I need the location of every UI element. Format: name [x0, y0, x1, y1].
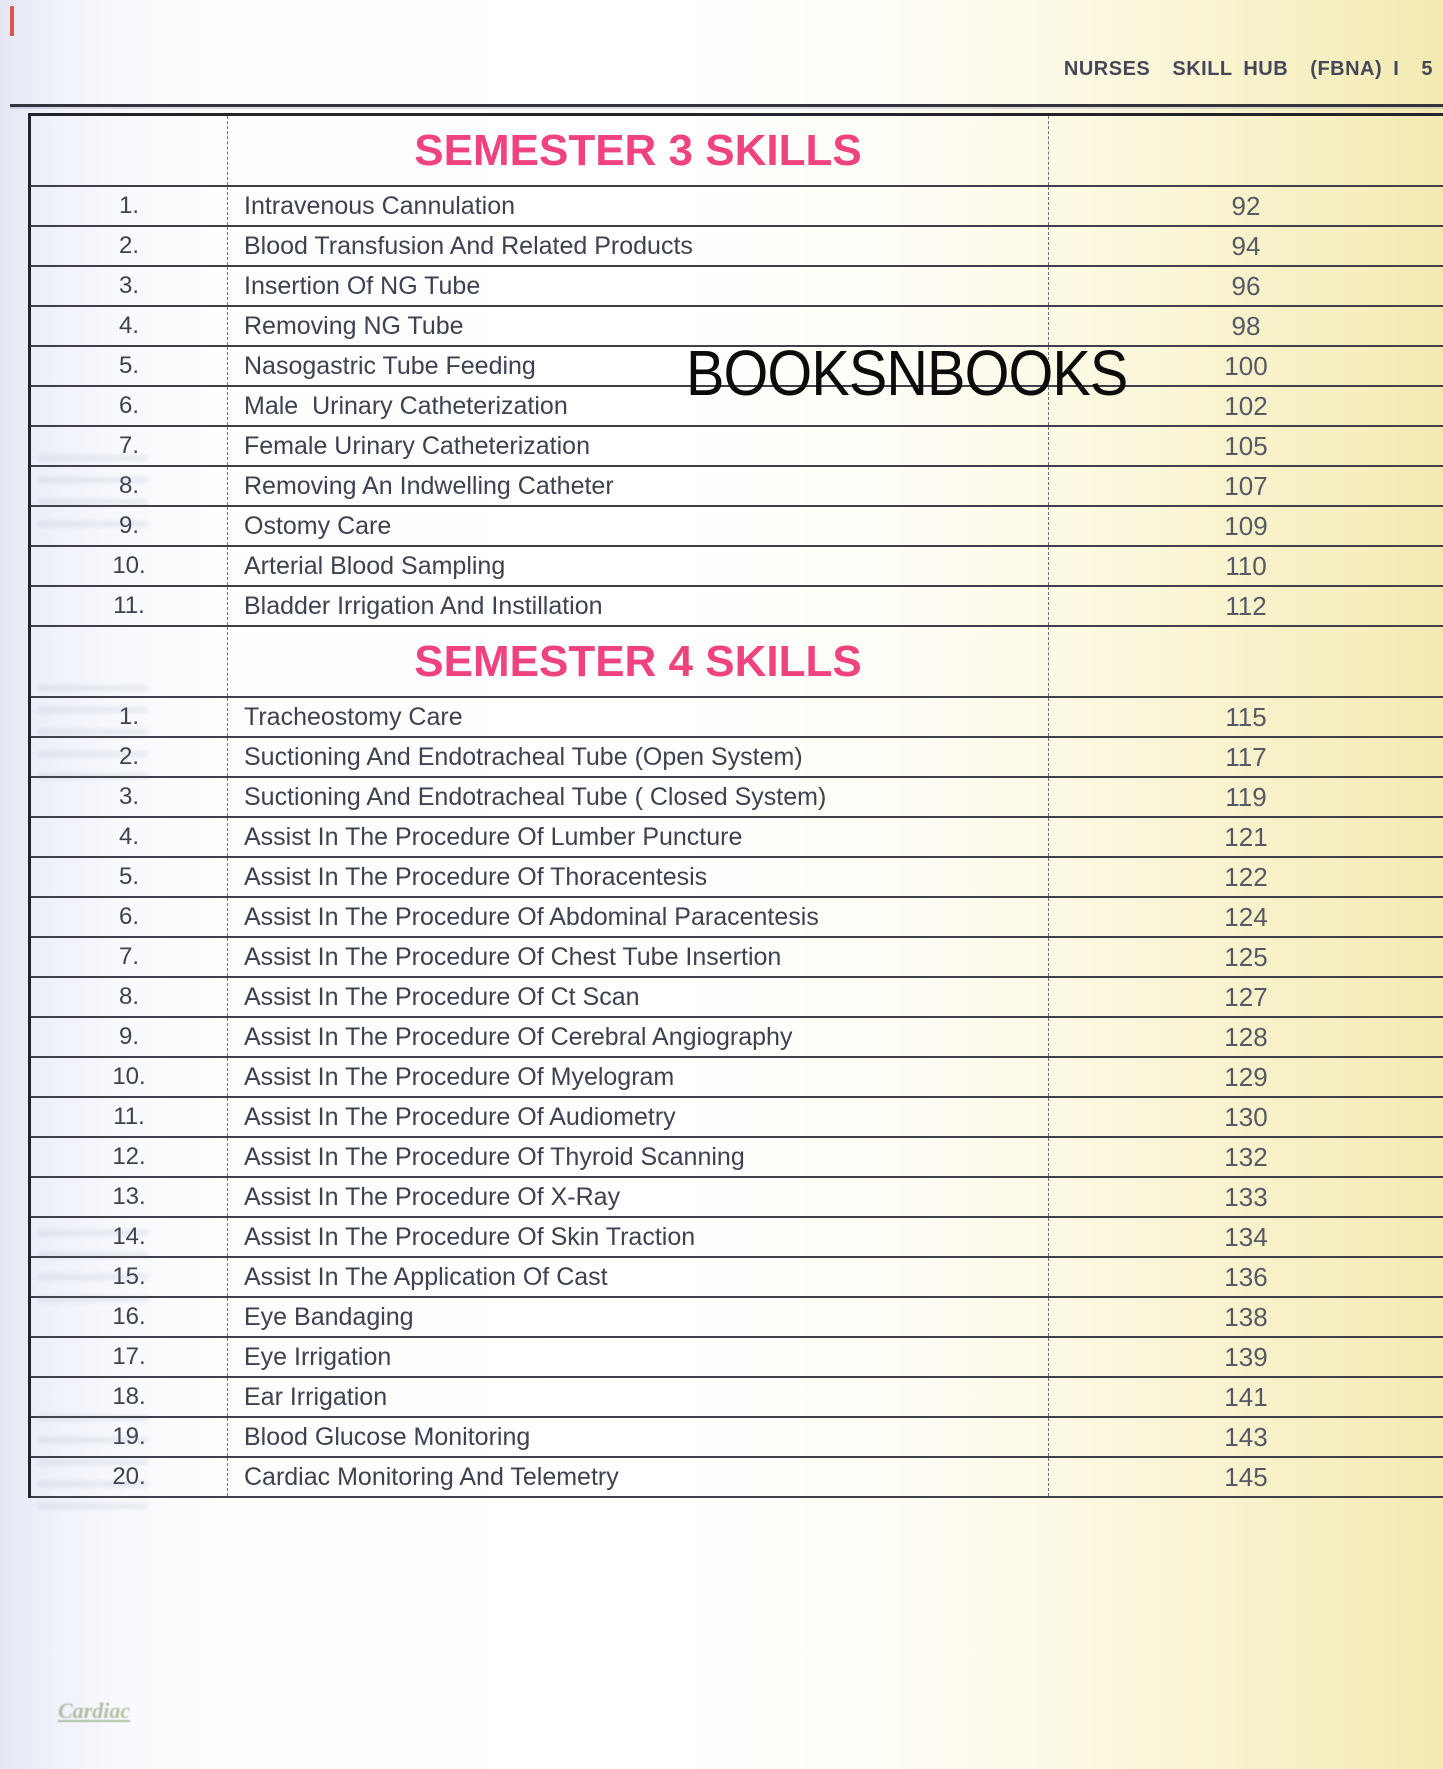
row-page: 115: [1225, 701, 1267, 732]
row-number: 11.: [31, 1098, 228, 1136]
row-page: 121: [1224, 821, 1268, 852]
row-number: 17.: [31, 1338, 228, 1376]
row-skill: Suctioning And Endotracheal Tube ( Closed System): [228, 778, 1049, 816]
row-skill: Assist In The Procedure Of Skin Traction: [228, 1218, 1049, 1256]
row-page: 138: [1224, 1301, 1268, 1332]
toc-row: [31, 698, 1443, 738]
row-number: 7.: [31, 427, 228, 465]
row-page: 143: [1224, 1421, 1268, 1452]
section-title-number-cell: [31, 116, 228, 185]
section-title-page-cell: [1049, 116, 1443, 185]
row-page: 98: [1231, 310, 1261, 341]
row-number: 16.: [31, 1298, 228, 1336]
header-rule: [10, 104, 1443, 107]
row-page: 125: [1224, 941, 1268, 972]
row-page: 96: [1231, 270, 1261, 301]
toc-row: [31, 467, 1443, 507]
toc-row: [31, 1378, 1443, 1418]
toc-row: [31, 778, 1443, 818]
toc-row: [31, 1218, 1443, 1258]
row-skill: Female Urinary Catheterization: [228, 427, 1049, 465]
row-skill: Nasogastric Tube Feeding: [228, 347, 1049, 385]
section-title-row: [31, 627, 1443, 698]
row-page: 112: [1225, 590, 1267, 621]
row-skill: Eye Irrigation: [228, 1338, 1049, 1376]
row-number: 5.: [31, 858, 228, 896]
row-page: 127: [1224, 981, 1268, 1012]
row-page: 117: [1225, 741, 1267, 772]
row-page: 107: [1224, 470, 1268, 501]
row-skill: Assist In The Procedure Of Cerebral Angiography: [228, 1018, 1049, 1056]
toc-row: [31, 1258, 1443, 1298]
row-skill: Assist In The Procedure Of Chest Tube Insertion: [228, 938, 1049, 976]
toc-row: [31, 507, 1443, 547]
row-skill: Tracheostomy Care: [228, 698, 1049, 736]
row-number: 9.: [31, 507, 228, 545]
toc-row: [31, 427, 1443, 467]
row-number: 7.: [31, 938, 228, 976]
toc-row: [31, 978, 1443, 1018]
row-skill: Blood Transfusion And Related Products: [228, 227, 1049, 265]
row-number: 6.: [31, 898, 228, 936]
row-page: 136: [1224, 1261, 1268, 1292]
page-header: NURSES SKILL HUB (FBNA) I 5: [1063, 58, 1433, 80]
row-number: 6.: [31, 387, 228, 425]
row-number: 2.: [31, 227, 228, 265]
row-skill: Assist In The Procedure Of Abdominal Paracentesis: [228, 898, 1049, 936]
row-skill: Cardiac Monitoring And Telemetry: [228, 1458, 1049, 1496]
toc-row: [31, 1098, 1443, 1138]
row-skill: Removing NG Tube: [228, 307, 1049, 345]
row-skill: Assist In The Procedure Of Ct Scan: [228, 978, 1049, 1016]
row-page: 94: [1231, 230, 1261, 261]
toc-row: [31, 1178, 1443, 1218]
row-skill: Assist In The Procedure Of Audiometry: [228, 1098, 1049, 1136]
row-skill: Blood Glucose Monitoring: [228, 1418, 1049, 1456]
row-skill: Assist In The Application Of Cast: [228, 1258, 1049, 1296]
row-number: 4.: [31, 818, 228, 856]
toc-row: [31, 1018, 1443, 1058]
row-page: 119: [1225, 781, 1267, 812]
toc-row: [31, 1138, 1443, 1178]
row-number: 18.: [31, 1378, 228, 1416]
toc-row: [31, 267, 1443, 307]
row-skill: Insertion Of NG Tube: [228, 267, 1049, 305]
section-title: SEMESTER 3 SKILLS: [414, 125, 862, 175]
row-number: 8.: [31, 978, 228, 1016]
toc-row: [31, 858, 1443, 898]
toc-row: [31, 938, 1443, 978]
row-number: 12.: [31, 1138, 228, 1176]
row-number: 1.: [31, 187, 228, 225]
row-number: 11.: [31, 587, 228, 625]
row-page: 128: [1224, 1021, 1268, 1052]
row-page: 145: [1224, 1461, 1268, 1492]
toc-row: [31, 1298, 1443, 1338]
row-skill: Assist In The Procedure Of Thoracentesis: [228, 858, 1049, 896]
row-skill: Arterial Blood Sampling: [228, 547, 1049, 585]
row-page: 102: [1224, 390, 1268, 421]
section-title-number-cell: [31, 627, 228, 696]
row-page: 122: [1224, 861, 1268, 892]
toc-row: [31, 587, 1443, 627]
row-number: 2.: [31, 738, 228, 776]
row-skill: Ostomy Care: [228, 507, 1049, 545]
row-skill: Ear Irrigation: [228, 1378, 1049, 1416]
toc-row: [31, 1058, 1443, 1098]
row-page: 100: [1224, 350, 1268, 381]
row-page: 134: [1224, 1221, 1268, 1252]
row-page: 109: [1224, 510, 1268, 541]
row-number: 19.: [31, 1418, 228, 1456]
row-number: 1.: [31, 698, 228, 736]
toc-row: [31, 187, 1443, 227]
scan-red-mark: [10, 6, 14, 36]
toc-row: [31, 227, 1443, 267]
row-page: 92: [1231, 190, 1261, 221]
row-page: 139: [1224, 1341, 1268, 1372]
section-title-cell: [228, 627, 1049, 696]
row-page: 130: [1224, 1101, 1268, 1132]
row-skill: Assist In The Procedure Of Thyroid Scanning: [228, 1138, 1049, 1176]
row-number: 9.: [31, 1018, 228, 1056]
row-number: 5.: [31, 347, 228, 385]
row-number: 3.: [31, 778, 228, 816]
section-title: SEMESTER 4 SKILLS: [414, 636, 862, 686]
toc-row: [31, 898, 1443, 938]
row-number: 8.: [31, 467, 228, 505]
row-number: 10.: [31, 547, 228, 585]
toc-row: [31, 818, 1443, 858]
row-skill: Suctioning And Endotracheal Tube (Open System): [228, 738, 1049, 776]
toc-row: [31, 547, 1443, 587]
section-title-cell: [228, 116, 1049, 185]
row-number: 10.: [31, 1058, 228, 1096]
row-number: 4.: [31, 307, 228, 345]
row-skill: Intravenous Cannulation: [228, 187, 1049, 225]
row-skill: Assist In The Procedure Of Lumber Puncture: [228, 818, 1049, 856]
row-page: 124: [1224, 901, 1268, 932]
row-number: 3.: [31, 267, 228, 305]
row-page: 133: [1224, 1181, 1268, 1212]
row-page: 132: [1224, 1141, 1268, 1172]
toc-row: [31, 1338, 1443, 1378]
row-number: 20.: [31, 1458, 228, 1496]
toc-row: [31, 738, 1443, 778]
row-number: 14.: [31, 1218, 228, 1256]
toc-row: [31, 1418, 1443, 1458]
bookseller-watermark: BOOKSNBOOKS: [686, 337, 1128, 409]
section-title-page-cell: [1049, 627, 1443, 696]
row-page: 110: [1225, 550, 1267, 581]
row-page: 129: [1224, 1061, 1268, 1092]
row-page: 141: [1224, 1381, 1268, 1412]
row-skill: Male Urinary Catheterization: [228, 387, 1049, 425]
bleed-through-text: Cardiac: [58, 1698, 131, 1723]
toc-row: [31, 1458, 1443, 1498]
row-skill: Assist In The Procedure Of Myelogram: [228, 1058, 1049, 1096]
row-skill: Eye Bandaging: [228, 1298, 1049, 1336]
row-skill: Bladder Irrigation And Instillation: [228, 587, 1049, 625]
section-title-row: [31, 116, 1443, 187]
row-number: 13.: [31, 1178, 228, 1216]
row-page: 105: [1224, 430, 1268, 461]
row-number: 15.: [31, 1258, 228, 1296]
row-skill: Removing An Indwelling Catheter: [228, 467, 1049, 505]
row-skill: Assist In The Procedure Of X-Ray: [228, 1178, 1049, 1216]
toc-table: [28, 113, 1443, 1498]
